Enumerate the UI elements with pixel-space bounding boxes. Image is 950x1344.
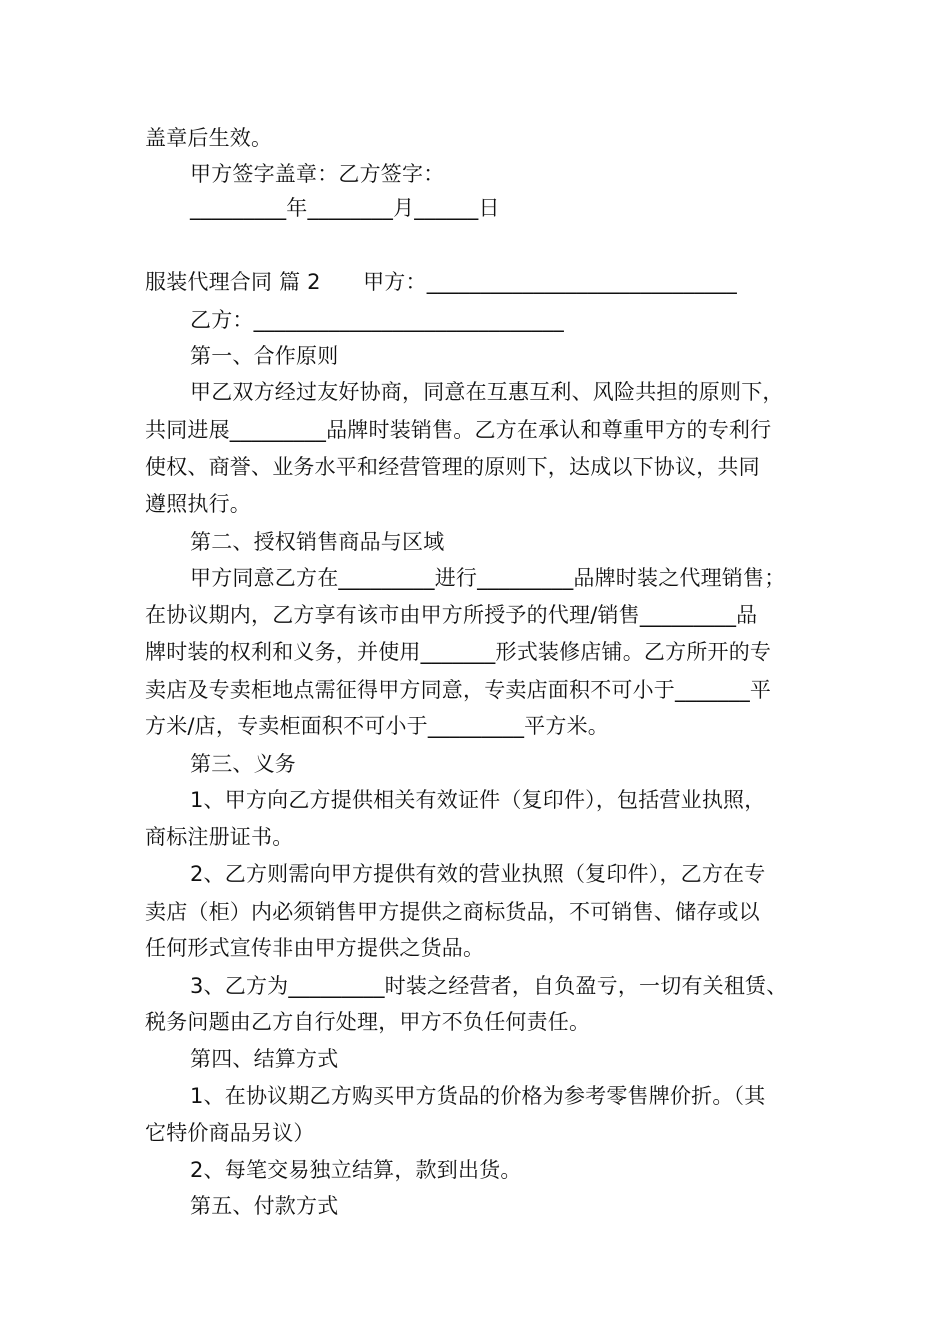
text-line: 甲乙双方经过友好协商，同意在互惠互利、风险共担的原则下， [190,380,784,404]
text-line: 甲方同意乙方在_________进行_________品牌时装之代理销售； [190,566,786,590]
text-line: 2、乙方则需向甲方提供有效的营业执照（复印件），乙方在专 [190,862,766,886]
text-line: 任何形式宣传非由甲方提供之货品。 [145,936,485,960]
text-line: 甲方签字盖章：乙方签字： [190,162,445,186]
text-line: _________年________月______日 [190,196,500,220]
section-heading: 第四、结算方式 [190,1047,339,1071]
text-line: 盖章后生效。 [145,126,273,150]
section-heading: 第五、付款方式 [190,1194,339,1218]
text-line: 卖店（柜）内必须销售甲方提供之商标货品，不可销售、储存或以 [145,900,760,924]
text-line: 方米/店，专卖柜面积不可小于_________平方米。 [145,714,609,738]
text-line: 在协议期内，乙方享有该市由甲方所授予的代理/销售_________品 [145,603,758,627]
text-line: 商标注册证书。 [145,825,294,849]
text-line: 遵照执行。 [145,492,251,516]
text-line: 1、在协议期乙方购买甲方货品的价格为参考零售牌价折。（其 [190,1084,766,1108]
text-line: 1、甲方向乙方提供相关有效证件（复印件），包括营业执照， [190,788,766,812]
text-line: 牌时装的权利和义务，并使用_______形式装修店铺。乙方所开的专 [145,640,772,664]
text-line: 共同进展_________品牌时装销售。乙方在承认和尊重甲方的专利行 [145,418,772,442]
text-line: 服装代理合同 篇 2 甲方：_____________________________ [145,270,738,294]
text-line: 使权、商誉、业务水平和经营管理的原则下，达成以下协议，共同 [145,455,760,479]
text-line: 2、每笔交易独立结算，款到出货。 [190,1158,522,1182]
text-line: 税务问题由乙方自行处理，甲方不负任何责任。 [145,1010,591,1034]
section-heading: 第三、义务 [190,752,296,776]
text-line: 它特价商品另议） [145,1121,315,1145]
text-line: 3、乙方为_________时装之经营者，自负盈亏，一切有关租赁、 [190,974,788,998]
text-line: 卖店及专卖柜地点需征得甲方同意，专卖店面积不可小于_______平 [145,678,772,702]
section-heading: 第一、合作原则 [190,344,339,368]
section-heading: 第二、授权销售商品与区域 [190,530,445,554]
text-line: 乙方：_____________________________ [190,308,564,332]
